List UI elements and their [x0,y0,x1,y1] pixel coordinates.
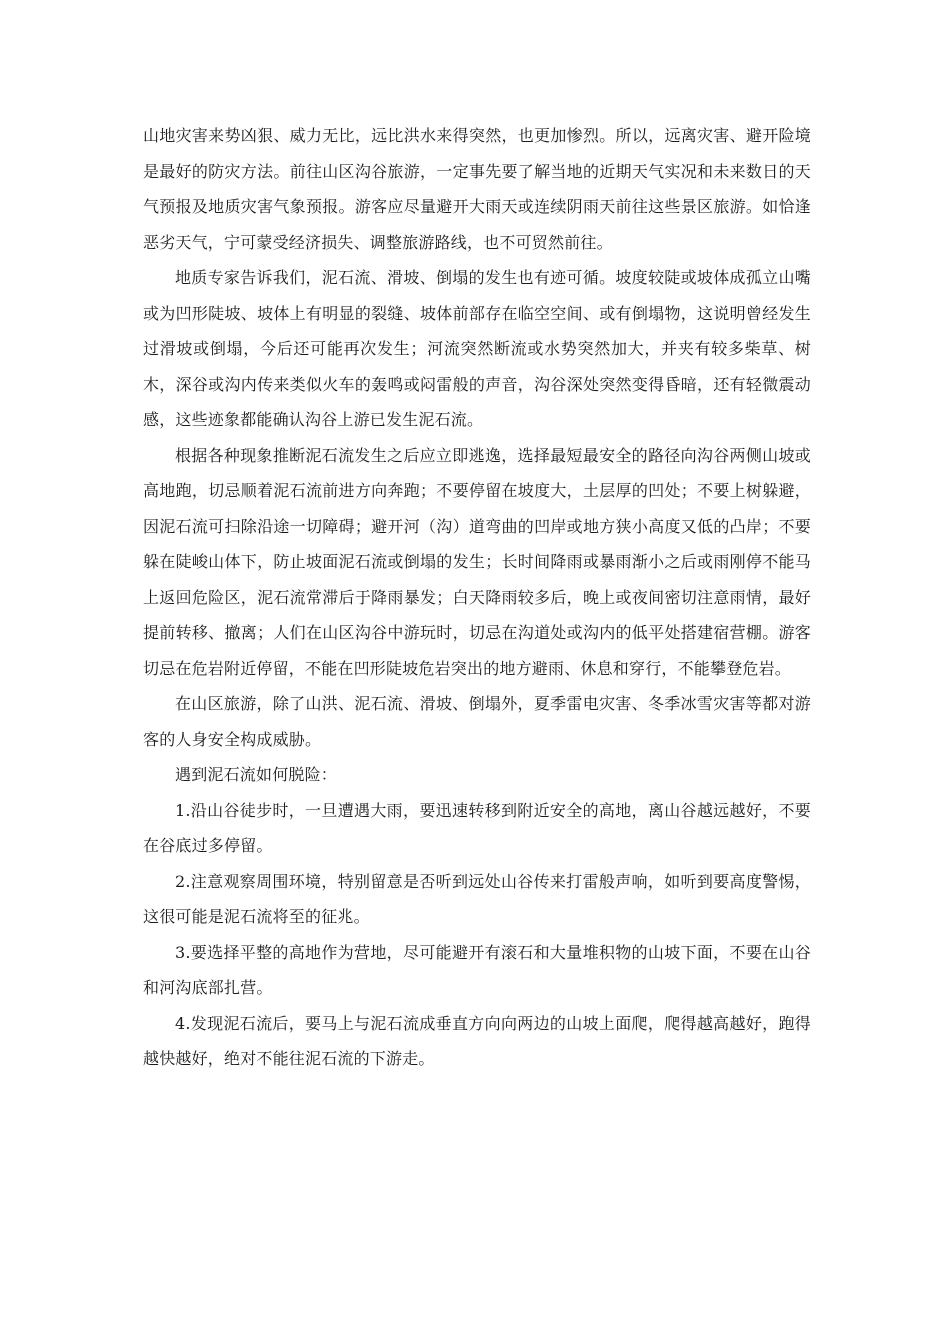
paragraph-intro: 山地灾害来势凶狠、威力无比，远比洪水来得突然，也更加惨烈。所以，远离灾害、避开险境是最好的防灾方法。前往山区沟谷旅游，一定事先要了解当地的近期天气实况和未来数日的天气预报及地质灾害气象预报。游客应尽量避开大雨天或连续阴雨天前往这些景区旅游。如恰逢恶劣天气，宁可蒙受经济损失、调整旅游路线，也不可贸然前往。 [143,126,811,252]
paragraph-warning-signs: 地质专家告诉我们，泥石流、滑坡、倒塌的发生也有迹可循。坡度较陡或坡体成孤立山嘴或为凹形陡坡、坡体上有明显的裂缝、坡体前部存在临空空间、或有倒塌物，这说明曾经发生过滑坡或倒塌，今后还可能再次发生；河流突然断流或水势突然加大，并夹有较多柴草、树木，深谷或沟内传来类似火车的轰鸣或闷雷般的声音，沟谷深处突然变得昏暗，还有轻微震动感，这些迹象都能确认沟谷上游已发生泥石流。 [143,268,811,429]
paragraph-escape-guidance: 根据各种现象推断泥石流发生之后应立即逃逸，选择最短最安全的路径向沟谷两侧山坡或高地跑，切忌顺着泥石流前进方向奔跑；不要停留在坡度大，土层厚的凹处；不要上树躲避，因泥石流可扫除沿途一切障碍；避开河（沟）道弯曲的凹岸或地方狭小高度又低的凸岸；不要躲在陡峻山体下，防止坡面泥石流或倒塌的发生；长时间降雨或暴雨渐小之后或雨刚停不能马上返回危险区，泥石流常滞后于降雨暴发；白天降雨较多后，晚上或夜间密切注意雨情，最好提前转移、撤离；人们在山区沟谷中游玩时，切忌在沟道处或沟内的低平处搭建宿营棚。游客切忌在危岩附近停留，不能在凹形陡坡危岩突出的地方避雨、休息和穿行，不能攀登危岩。 [143,445,811,678]
list-item-tip-1: 1.沿山谷徒步时，一旦遭遇大雨，要迅速转移到附近安全的高地，离山谷越远越好，不要在谷底过多停留。 [143,800,811,855]
list-item-tip-2: 2.注意观察周围环境，特别留意是否听到远处山谷传来打雷般声响，如听到要高度警惕，这很可能是泥石流将至的征兆。 [143,871,811,926]
list-item-tip-4: 4.发现泥石流后，要马上与泥石流成垂直方向向两边的山坡上面爬，爬得越高越好，跑得越快越好，绝对不能往泥石流的下游走。 [143,1013,811,1068]
document-body [143,118,811,1077]
paragraph-other-hazards: 在山区旅游，除了山洪、泥石流、滑坡、倒塌外，夏季雷电灾害、冬季冰雪灾害等都对游客的人身安全构成威胁。 [143,694,811,749]
list-item-tip-3: 3.要选择平整的高地作为营地，尽可能避开有滚石和大量堆积物的山坡下面，不要在山谷和河沟底部扎营。 [143,942,811,997]
paragraph-escape-heading: 遇到泥石流如何脱险： [175,765,338,784]
